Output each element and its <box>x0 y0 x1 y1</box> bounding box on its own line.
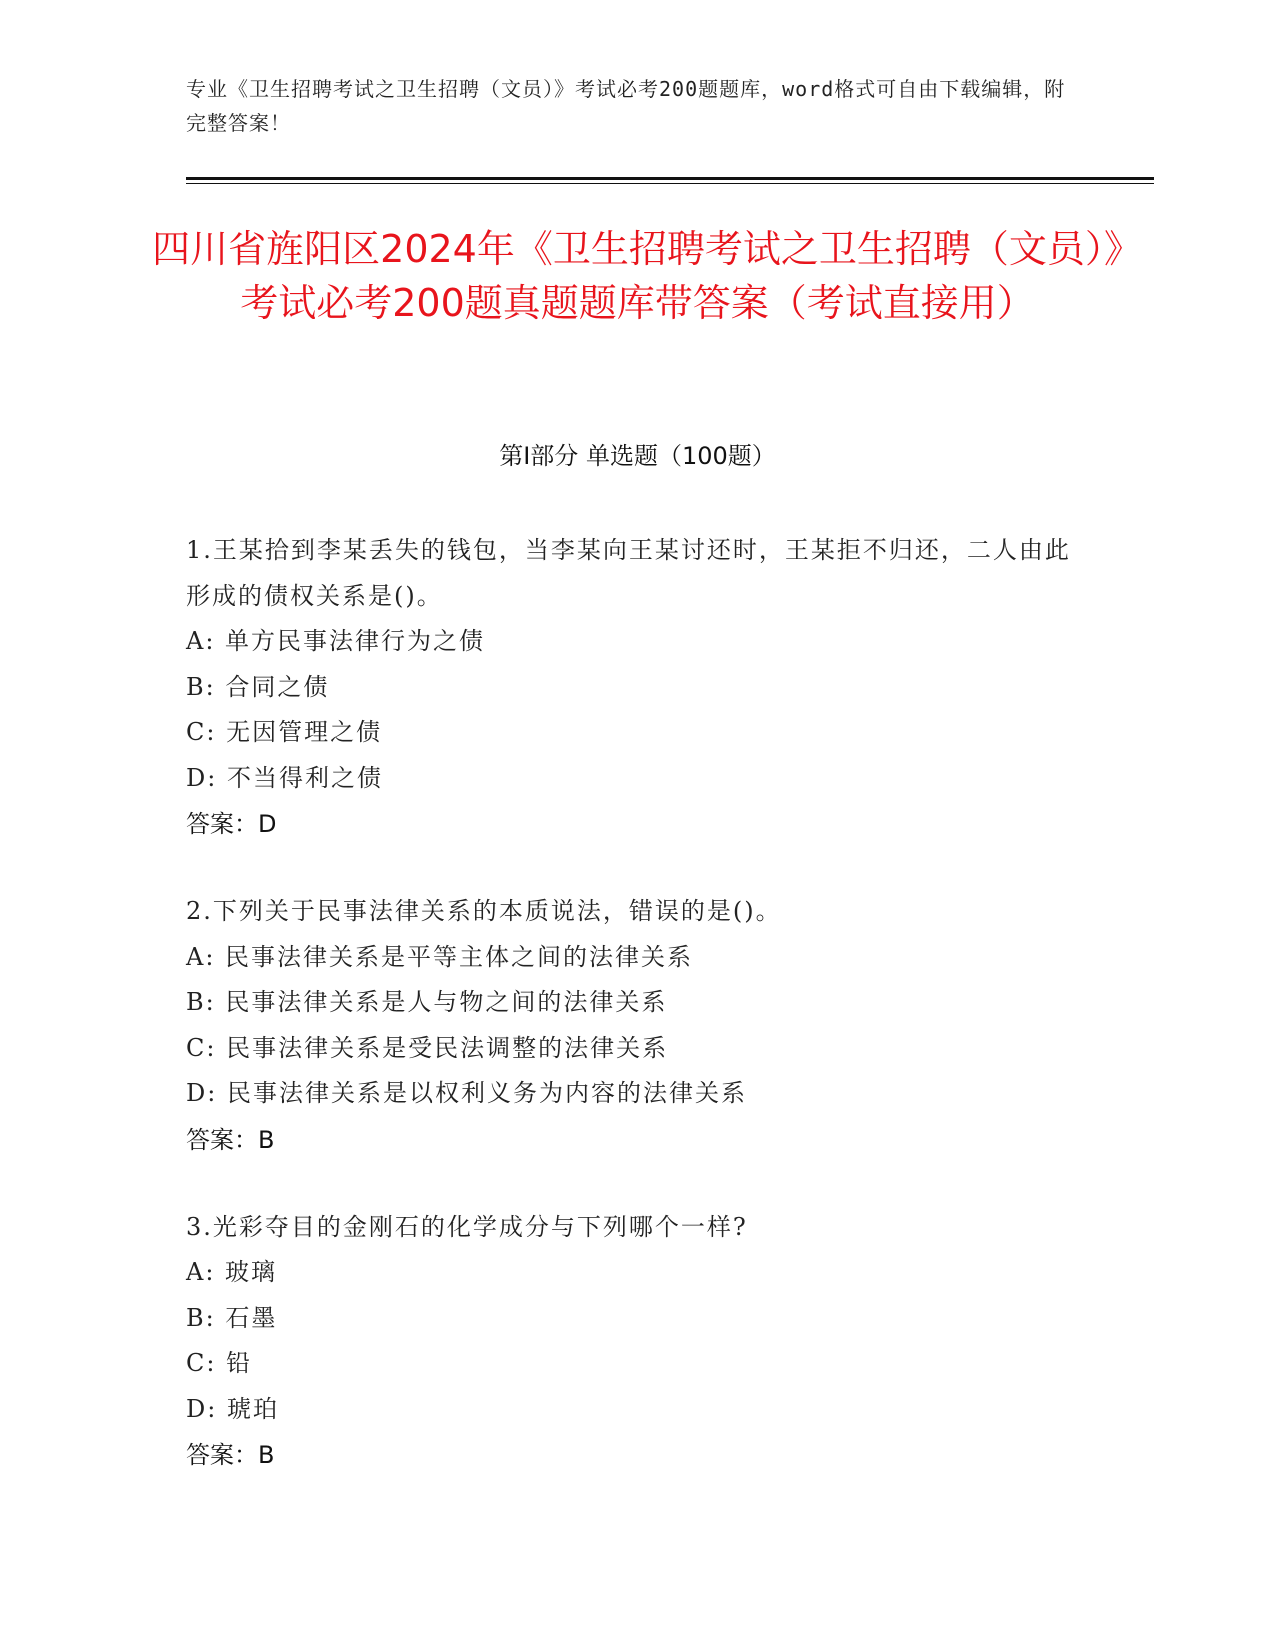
question-list <box>186 528 1086 1520</box>
answer-label: 答案： <box>186 810 258 838</box>
option-d: D: 琥珀 <box>186 1394 279 1423</box>
option-b: B: 民事法律关系是人与物之间的法律关系 <box>186 988 668 1016</box>
option-d: D: 不当得利之债 <box>186 763 383 792</box>
answer-value: D <box>258 810 277 838</box>
option-b: B: 合同之债 <box>186 672 330 701</box>
option-c: C: 铅 <box>186 1349 253 1377</box>
answer-line <box>186 1117 1086 1163</box>
answer-value: B <box>258 1125 275 1154</box>
header-divider-thin <box>186 183 1154 184</box>
answer-label: 答案： <box>186 1441 258 1469</box>
question-text: 2.下列关于民事法律关系的本质说法，错误的是()。 <box>186 897 782 925</box>
answer-line <box>186 1432 1086 1478</box>
option-a: A: 单方民事法律行为之债 <box>186 627 486 655</box>
question-3 <box>186 1205 1086 1479</box>
question-text: 3.光彩夺目的金刚石的化学成分与下列哪个一样? <box>186 1212 748 1241</box>
answer-label: 答案： <box>186 1125 258 1154</box>
question-2 <box>186 889 1086 1163</box>
header-divider <box>186 177 1154 180</box>
option-b: B: 石墨 <box>186 1303 278 1332</box>
option-a: A: 民事法律关系是平等主体之间的法律关系 <box>186 942 694 971</box>
option-a: A: 玻璃 <box>186 1258 278 1286</box>
header-note: 专业《卫生招聘考试之卫生招聘（文员）》考试必考200题题库，word格式可自由下载编辑，附完整答案！ <box>186 77 1066 135</box>
question-1 <box>186 528 1086 847</box>
option-d: D: 民事法律关系是以权利义务为内容的法律关系 <box>186 1079 747 1107</box>
answer-value: B <box>258 1441 275 1469</box>
document-title: 四川省旌阳区2024年《卫生招聘考试之卫生招聘（文员）》考试必考200题真题题库带答案（考试直接用） <box>152 227 1123 325</box>
answer-line <box>186 801 1086 847</box>
option-c: C: 无因管理之债 <box>186 718 383 746</box>
section-title: 第I部分 单选题（100题） <box>499 442 776 470</box>
question-text: 1.王某拾到李某丢失的钱包，当李某向王某讨还时，王某拒不归还，二人由此形成的债权关系是()。 <box>186 536 1071 610</box>
option-c: C: 民事法律关系是受民法调整的法律关系 <box>186 1033 669 1062</box>
